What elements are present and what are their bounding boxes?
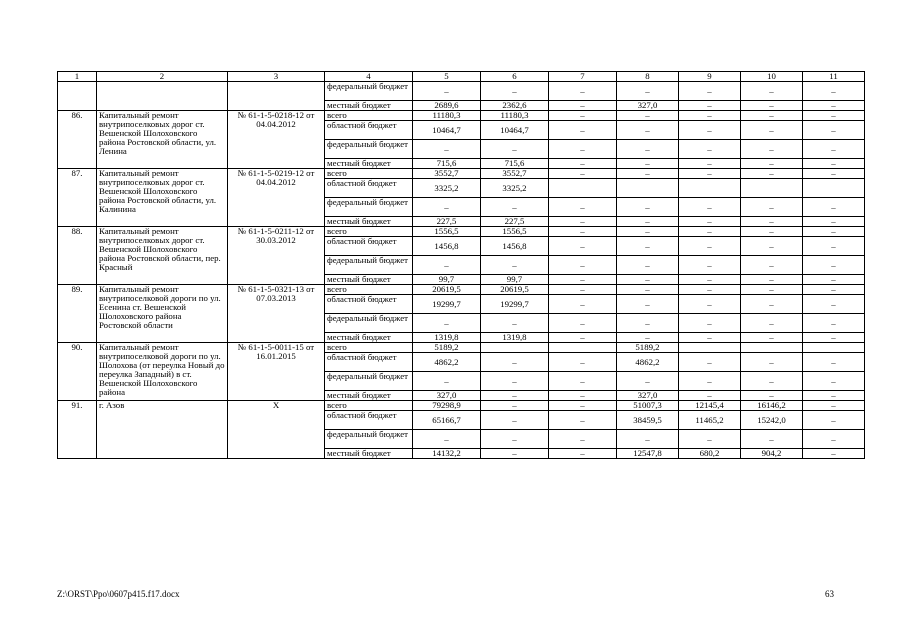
value-cell: –: [679, 430, 741, 449]
funding-source: местный бюджет: [325, 449, 413, 459]
value-cell: –: [803, 411, 865, 430]
entry-number: 89.: [58, 285, 97, 343]
value-cell: –: [803, 198, 865, 217]
value-cell: –: [679, 198, 741, 217]
value-cell: –: [617, 237, 679, 256]
value-cell: 79298,9: [413, 401, 481, 411]
column-number: 10: [741, 72, 803, 82]
funding-source: областной бюджет: [325, 179, 413, 198]
funding-source: областной бюджет: [325, 411, 413, 430]
value-cell: –: [679, 140, 741, 159]
value-cell: –: [481, 314, 549, 333]
value-cell: 5189,2: [413, 343, 481, 353]
object-name: Капитальный ремонт внутрипоселковых дорог ст. Вешенской Шолоховского района Ростовской области, ул. Калинина: [97, 169, 228, 227]
value-cell: –: [617, 159, 679, 169]
value-cell: –: [741, 169, 803, 179]
table-row: [58, 285, 865, 295]
value-cell: 2689,6: [413, 101, 481, 111]
value-cell: 904,2: [741, 449, 803, 459]
funding-source: федеральный бюджет: [325, 314, 413, 333]
column-number: 3: [228, 72, 325, 82]
project-document: № 61-1-5-0321-13 от 07.03.2013: [228, 285, 325, 343]
value-cell: 715,6: [481, 159, 549, 169]
project-document: Х: [228, 401, 325, 459]
value-cell: –: [741, 121, 803, 140]
value-cell: –: [549, 198, 617, 217]
funding-source: местный бюджет: [325, 333, 413, 343]
footer-file-path: Z:\ORST\Ppo\0607p415.f17.docx: [57, 589, 180, 599]
value-cell: 1319,8: [481, 333, 549, 343]
value-cell: –: [413, 140, 481, 159]
funding-source: всего: [325, 285, 413, 295]
value-cell: [741, 343, 803, 353]
value-cell: 3552,7: [413, 169, 481, 179]
value-cell: –: [549, 217, 617, 227]
value-cell: 2362,6: [481, 101, 549, 111]
value-cell: –: [803, 217, 865, 227]
object-name: Капитальный ремонт внутрипоселковых дорог ст. Вешенской Шолоховского района Ростовской области, пер. Красный: [97, 227, 228, 285]
value-cell: –: [803, 101, 865, 111]
value-cell: –: [679, 82, 741, 101]
value-cell: –: [803, 169, 865, 179]
value-cell: –: [741, 256, 803, 275]
value-cell: –: [803, 275, 865, 285]
value-cell: –: [549, 401, 617, 411]
value-cell: –: [741, 227, 803, 237]
project-document: № 61-1-5-0211-12 от 30.03.2012: [228, 227, 325, 285]
value-cell: 14132,2: [413, 449, 481, 459]
value-cell: 11180,3: [481, 111, 549, 121]
value-cell: –: [741, 237, 803, 256]
value-cell: –: [803, 333, 865, 343]
value-cell: 65166,7: [413, 411, 481, 430]
value-cell: 227,5: [413, 217, 481, 227]
value-cell: [549, 179, 617, 198]
funding-source: областной бюджет: [325, 353, 413, 372]
value-cell: –: [679, 285, 741, 295]
column-number: 5: [413, 72, 481, 82]
value-cell: –: [481, 430, 549, 449]
value-cell: –: [803, 372, 865, 391]
value-cell: –: [617, 121, 679, 140]
value-cell: –: [679, 372, 741, 391]
value-cell: –: [803, 401, 865, 411]
value-cell: –: [679, 256, 741, 275]
funding-source: федеральный бюджет: [325, 430, 413, 449]
value-cell: –: [741, 372, 803, 391]
column-number: 4: [325, 72, 413, 82]
value-cell: –: [617, 111, 679, 121]
value-cell: 20619,5: [413, 285, 481, 295]
column-number: 7: [549, 72, 617, 82]
object-name: Капитальный ремонт внутрипоселковых дорог ст. Вешенской Шолоховского района Ростовской области, ул. Ленина: [97, 111, 228, 169]
value-cell: –: [413, 82, 481, 101]
value-cell: [741, 179, 803, 198]
value-cell: –: [679, 314, 741, 333]
value-cell: 10464,7: [481, 121, 549, 140]
funding-source: федеральный бюджет: [325, 82, 413, 101]
value-cell: –: [803, 237, 865, 256]
value-cell: –: [741, 140, 803, 159]
value-cell: –: [741, 217, 803, 227]
value-cell: 12145,4: [679, 401, 741, 411]
value-cell: –: [481, 391, 549, 401]
value-cell: –: [617, 275, 679, 285]
funding-source: федеральный бюджет: [325, 372, 413, 391]
entry-number: 90.: [58, 343, 97, 401]
value-cell: –: [679, 275, 741, 285]
value-cell: 15242,0: [741, 411, 803, 430]
value-cell: –: [481, 82, 549, 101]
value-cell: [679, 179, 741, 198]
funding-source: всего: [325, 401, 413, 411]
value-cell: –: [741, 391, 803, 401]
table-header-row: [58, 72, 865, 82]
value-cell: –: [549, 111, 617, 121]
value-cell: –: [679, 217, 741, 227]
value-cell: [617, 179, 679, 198]
value-cell: 4862,2: [413, 353, 481, 372]
value-cell: –: [741, 285, 803, 295]
value-cell: –: [679, 101, 741, 111]
value-cell: –: [549, 391, 617, 401]
funding-source: всего: [325, 169, 413, 179]
value-cell: –: [549, 101, 617, 111]
value-cell: –: [617, 198, 679, 217]
value-cell: [803, 343, 865, 353]
entry-number-cell: [58, 82, 97, 111]
value-cell: –: [481, 449, 549, 459]
value-cell: –: [617, 285, 679, 295]
value-cell: –: [481, 401, 549, 411]
value-cell: –: [617, 140, 679, 159]
value-cell: –: [617, 372, 679, 391]
value-cell: 51007,3: [617, 401, 679, 411]
value-cell: –: [741, 333, 803, 343]
value-cell: 11180,3: [413, 111, 481, 121]
value-cell: –: [481, 411, 549, 430]
value-cell: 3552,7: [481, 169, 549, 179]
value-cell: –: [617, 169, 679, 179]
value-cell: –: [481, 140, 549, 159]
funding-source: федеральный бюджет: [325, 140, 413, 159]
value-cell: –: [549, 159, 617, 169]
value-cell: –: [803, 256, 865, 275]
funding-source: местный бюджет: [325, 159, 413, 169]
project-document: № 61-1-5-0011-15 от 16.01.2015: [228, 343, 325, 401]
value-cell: 99,7: [413, 275, 481, 285]
funding-source: областной бюджет: [325, 121, 413, 140]
value-cell: 1456,8: [413, 237, 481, 256]
value-cell: –: [741, 295, 803, 314]
value-cell: –: [549, 169, 617, 179]
funding-source: всего: [325, 111, 413, 121]
funding-source: областной бюджет: [325, 237, 413, 256]
value-cell: –: [549, 82, 617, 101]
value-cell: –: [741, 82, 803, 101]
value-cell: –: [803, 285, 865, 295]
project-document: № 61-1-5-0219-12 от 04.04.2012: [228, 169, 325, 227]
value-cell: –: [679, 237, 741, 256]
value-cell: –: [803, 353, 865, 372]
value-cell: 1556,5: [481, 227, 549, 237]
value-cell: –: [549, 295, 617, 314]
project-document: № 61-1-5-0218-12 от 04.04.2012: [228, 111, 325, 169]
value-cell: 10464,7: [413, 121, 481, 140]
value-cell: –: [617, 295, 679, 314]
value-cell: –: [679, 333, 741, 343]
value-cell: 16146,2: [741, 401, 803, 411]
table-row: [58, 401, 865, 411]
value-cell: –: [617, 82, 679, 101]
value-cell: –: [679, 121, 741, 140]
column-number: 1: [58, 72, 97, 82]
value-cell: –: [549, 449, 617, 459]
funding-source: федеральный бюджет: [325, 256, 413, 275]
funding-source: федеральный бюджет: [325, 198, 413, 217]
value-cell: –: [549, 411, 617, 430]
value-cell: –: [803, 391, 865, 401]
value-cell: –: [481, 353, 549, 372]
value-cell: –: [679, 227, 741, 237]
value-cell: 3325,2: [413, 179, 481, 198]
column-number: 2: [97, 72, 228, 82]
value-cell: –: [617, 256, 679, 275]
value-cell: –: [413, 256, 481, 275]
table-row: [58, 111, 865, 121]
value-cell: –: [413, 198, 481, 217]
entry-number: 88.: [58, 227, 97, 285]
funding-source: местный бюджет: [325, 101, 413, 111]
value-cell: –: [549, 275, 617, 285]
value-cell: –: [803, 121, 865, 140]
table-row: [58, 169, 865, 179]
value-cell: –: [741, 275, 803, 285]
column-number: 9: [679, 72, 741, 82]
value-cell: 327,0: [617, 101, 679, 111]
value-cell: 680,2: [679, 449, 741, 459]
value-cell: 38459,5: [617, 411, 679, 430]
value-cell: 4862,2: [617, 353, 679, 372]
value-cell: –: [413, 314, 481, 333]
column-number: 8: [617, 72, 679, 82]
value-cell: –: [617, 314, 679, 333]
value-cell: 1456,8: [481, 237, 549, 256]
value-cell: 227,5: [481, 217, 549, 227]
value-cell: 19299,7: [481, 295, 549, 314]
object-name: Капитальный ремонт внутрипоселковой дороги по ул. Есенина ст. Вешенской Шолоховского района Ростовской области: [97, 285, 228, 343]
value-cell: 11465,2: [679, 411, 741, 430]
value-cell: –: [741, 111, 803, 121]
value-cell: –: [549, 314, 617, 333]
value-cell: –: [679, 159, 741, 169]
value-cell: –: [549, 256, 617, 275]
value-cell: –: [617, 430, 679, 449]
funding-source: всего: [325, 227, 413, 237]
value-cell: –: [549, 140, 617, 159]
value-cell: –: [741, 198, 803, 217]
entry-number: 86.: [58, 111, 97, 169]
value-cell: [803, 179, 865, 198]
value-cell: –: [679, 169, 741, 179]
value-cell: –: [617, 333, 679, 343]
value-cell: –: [481, 198, 549, 217]
entry-name-cell: [97, 82, 228, 111]
value-cell: 12547,8: [617, 449, 679, 459]
value-cell: –: [413, 430, 481, 449]
value-cell: –: [803, 159, 865, 169]
value-cell: 327,0: [413, 391, 481, 401]
value-cell: –: [549, 333, 617, 343]
object-name: г. Азов: [97, 401, 228, 459]
value-cell: –: [741, 159, 803, 169]
column-number: 11: [803, 72, 865, 82]
value-cell: –: [549, 285, 617, 295]
value-cell: –: [741, 101, 803, 111]
funding-source: местный бюджет: [325, 275, 413, 285]
object-name: Капитальный ремонт внутрипоселковой дороги по ул. Шолохова (от переулка Новый до переулка Западный) в ст. Вешенской Шолоховского района: [97, 343, 228, 401]
value-cell: 1556,5: [413, 227, 481, 237]
value-cell: 327,0: [617, 391, 679, 401]
value-cell: –: [803, 449, 865, 459]
value-cell: –: [481, 256, 549, 275]
value-cell: –: [413, 372, 481, 391]
value-cell: 99,7: [481, 275, 549, 285]
value-cell: 20619,5: [481, 285, 549, 295]
value-cell: –: [549, 353, 617, 372]
value-cell: –: [803, 140, 865, 159]
value-cell: 1319,8: [413, 333, 481, 343]
value-cell: –: [803, 82, 865, 101]
value-cell: –: [549, 372, 617, 391]
value-cell: 5189,2: [617, 343, 679, 353]
funding-source: местный бюджет: [325, 217, 413, 227]
value-cell: –: [741, 314, 803, 333]
value-cell: [679, 343, 741, 353]
entry-number: 91.: [58, 401, 97, 459]
value-cell: [549, 343, 617, 353]
table-row: [58, 82, 865, 101]
value-cell: 715,6: [413, 159, 481, 169]
value-cell: –: [679, 353, 741, 372]
value-cell: –: [549, 227, 617, 237]
value-cell: –: [617, 217, 679, 227]
value-cell: 3325,2: [481, 179, 549, 198]
value-cell: –: [679, 391, 741, 401]
value-cell: –: [549, 121, 617, 140]
value-cell: 19299,7: [413, 295, 481, 314]
value-cell: –: [803, 430, 865, 449]
page-number: 63: [825, 589, 834, 599]
value-cell: –: [617, 227, 679, 237]
value-cell: –: [803, 295, 865, 314]
value-cell: –: [549, 237, 617, 256]
column-number: 6: [481, 72, 549, 82]
funding-source: областной бюджет: [325, 295, 413, 314]
value-cell: –: [549, 430, 617, 449]
entry-number: 87.: [58, 169, 97, 227]
value-cell: –: [679, 111, 741, 121]
value-cell: –: [741, 353, 803, 372]
value-cell: –: [679, 295, 741, 314]
table-row: [58, 227, 865, 237]
project-cell: [228, 82, 325, 111]
table-row: [58, 343, 865, 353]
value-cell: –: [803, 111, 865, 121]
value-cell: –: [803, 227, 865, 237]
value-cell: –: [803, 314, 865, 333]
funding-source: всего: [325, 343, 413, 353]
funding-source: местный бюджет: [325, 391, 413, 401]
value-cell: [481, 343, 549, 353]
value-cell: –: [481, 372, 549, 391]
value-cell: –: [741, 430, 803, 449]
budget-table: [57, 71, 865, 459]
